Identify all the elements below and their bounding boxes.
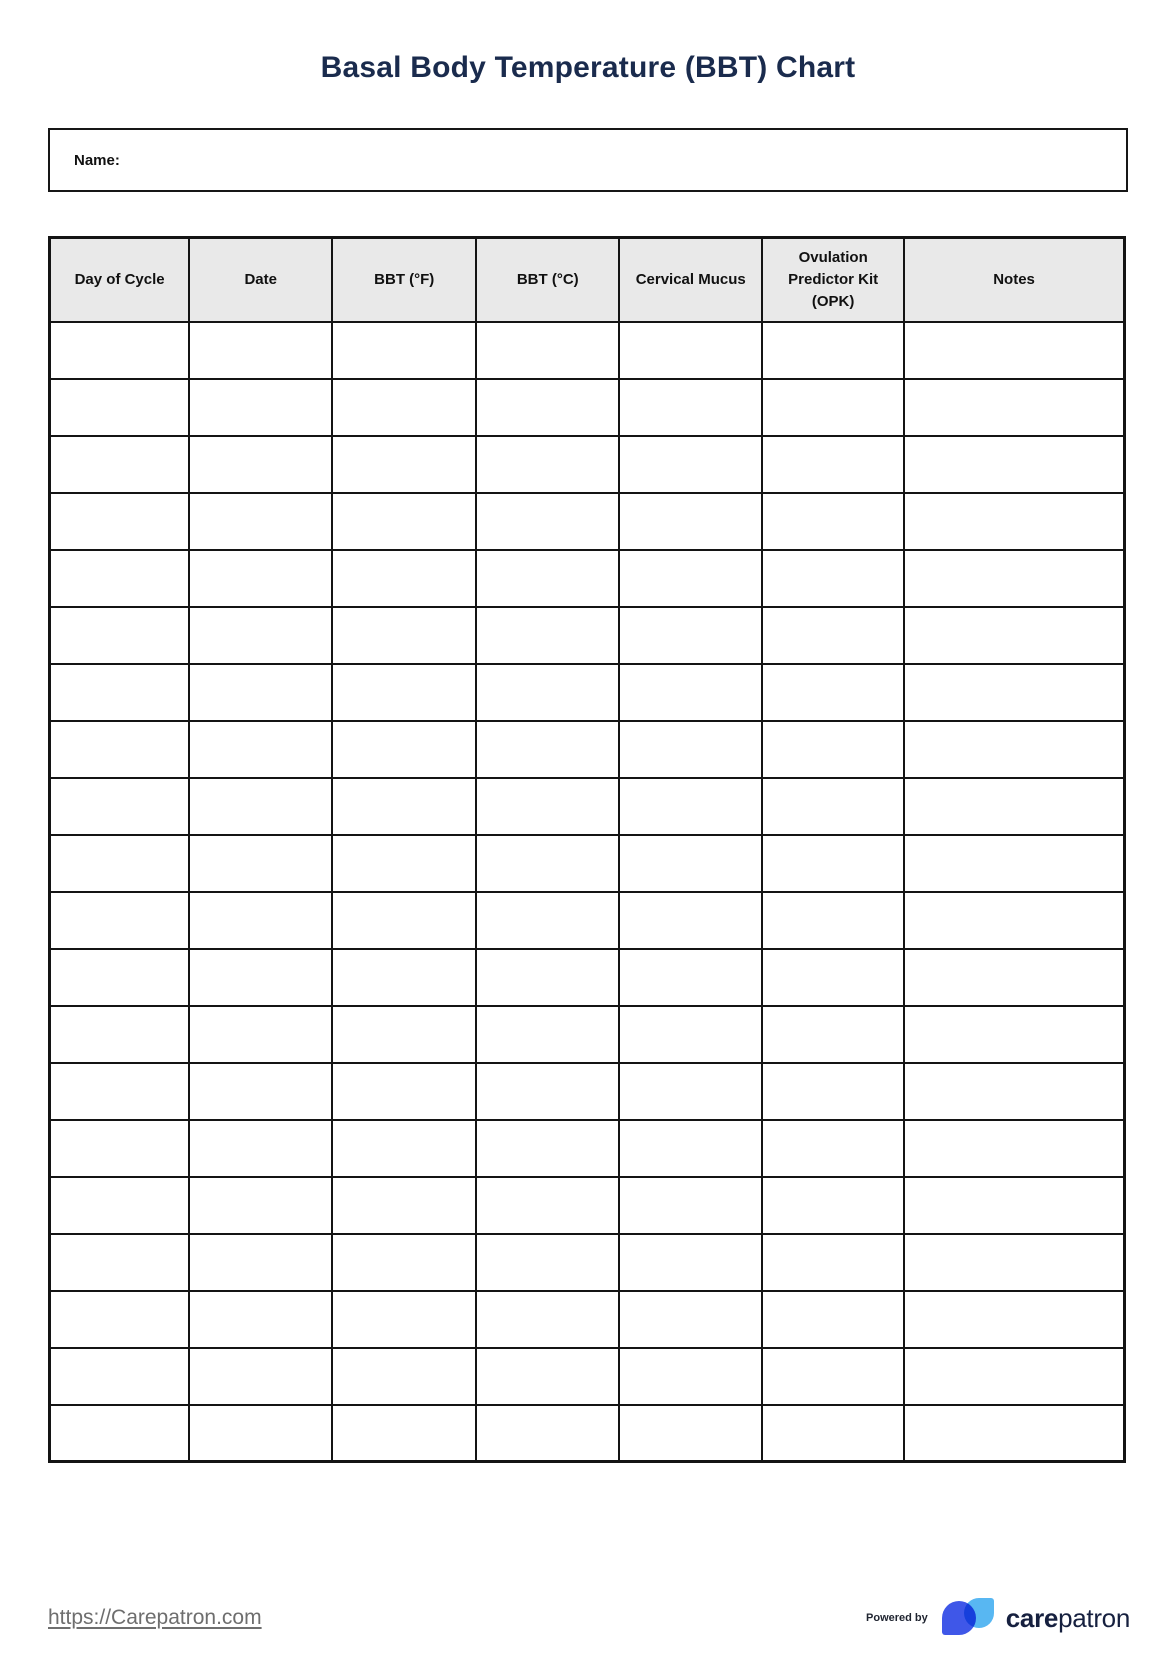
column-header-bbt-f: BBT (°F) bbox=[332, 238, 476, 322]
table-cell bbox=[50, 1234, 190, 1291]
table-cell bbox=[619, 1348, 762, 1405]
table-cell bbox=[476, 1348, 619, 1405]
table-cell bbox=[189, 1234, 332, 1291]
column-header-date: Date bbox=[189, 238, 332, 322]
table-row bbox=[50, 322, 1125, 379]
table-cell bbox=[762, 1291, 904, 1348]
table-cell bbox=[50, 379, 190, 436]
table-cell bbox=[189, 1120, 332, 1177]
table-cell bbox=[762, 664, 904, 721]
table-cell bbox=[50, 322, 190, 379]
table-cell bbox=[332, 1063, 476, 1120]
table-cell bbox=[619, 436, 762, 493]
table-cell bbox=[332, 436, 476, 493]
powered-by-label: Powered by bbox=[866, 1612, 928, 1624]
table-cell bbox=[762, 607, 904, 664]
table-cell bbox=[904, 436, 1124, 493]
table-cell bbox=[50, 892, 190, 949]
table-cell bbox=[904, 1120, 1124, 1177]
table-cell bbox=[189, 1405, 332, 1462]
table-cell bbox=[762, 550, 904, 607]
table-cell bbox=[50, 1177, 190, 1234]
table-cell bbox=[619, 949, 762, 1006]
table-cell bbox=[762, 379, 904, 436]
table-cell bbox=[332, 835, 476, 892]
table-cell bbox=[476, 379, 619, 436]
table-cell bbox=[904, 949, 1124, 1006]
table-cell bbox=[476, 550, 619, 607]
table-row bbox=[50, 835, 1125, 892]
table-row bbox=[50, 664, 1125, 721]
table-cell bbox=[476, 493, 619, 550]
table-cell bbox=[904, 1234, 1124, 1291]
name-value bbox=[120, 130, 1126, 190]
table-cell bbox=[619, 721, 762, 778]
table-cell bbox=[332, 949, 476, 1006]
table-cell bbox=[189, 721, 332, 778]
table-cell bbox=[476, 1291, 619, 1348]
table-cell bbox=[189, 835, 332, 892]
table-cell bbox=[476, 664, 619, 721]
table-cell bbox=[762, 1063, 904, 1120]
table-cell bbox=[904, 550, 1124, 607]
column-header-day-of-cycle: Day of Cycle bbox=[50, 238, 190, 322]
column-header-opk: Ovulation Predictor Kit (OPK) bbox=[762, 238, 904, 322]
table-cell bbox=[619, 379, 762, 436]
table-cell bbox=[50, 436, 190, 493]
table-cell bbox=[762, 949, 904, 1006]
table-cell bbox=[332, 1177, 476, 1234]
table-cell bbox=[904, 1405, 1124, 1462]
table-cell bbox=[619, 550, 762, 607]
table-row bbox=[50, 1348, 1125, 1405]
table-cell bbox=[476, 322, 619, 379]
table-cell bbox=[476, 1234, 619, 1291]
table-cell bbox=[904, 607, 1124, 664]
table-cell bbox=[476, 436, 619, 493]
table-cell bbox=[762, 1234, 904, 1291]
table-row bbox=[50, 607, 1125, 664]
table-cell bbox=[619, 607, 762, 664]
table-cell bbox=[50, 607, 190, 664]
table-row bbox=[50, 436, 1125, 493]
table-cell bbox=[619, 778, 762, 835]
table-row bbox=[50, 379, 1125, 436]
table-row bbox=[50, 778, 1125, 835]
table-row bbox=[50, 1120, 1125, 1177]
table-cell bbox=[50, 1348, 190, 1405]
table-cell bbox=[189, 550, 332, 607]
column-header-bbt-c: BBT (°C) bbox=[476, 238, 619, 322]
table-cell bbox=[189, 607, 332, 664]
table-cell bbox=[476, 1405, 619, 1462]
table-cell bbox=[619, 1405, 762, 1462]
table-cell bbox=[332, 607, 476, 664]
table-cell bbox=[762, 1405, 904, 1462]
table-cell bbox=[904, 1063, 1124, 1120]
table-cell bbox=[189, 1291, 332, 1348]
name-label: Name: bbox=[74, 151, 120, 169]
table-cell bbox=[189, 1177, 332, 1234]
table-cell bbox=[904, 1006, 1124, 1063]
bbt-table bbox=[48, 236, 1126, 1463]
table-cell bbox=[189, 493, 332, 550]
table-cell bbox=[762, 1006, 904, 1063]
table-cell bbox=[50, 664, 190, 721]
table-cell bbox=[476, 1063, 619, 1120]
table-cell bbox=[619, 664, 762, 721]
table-cell bbox=[762, 1348, 904, 1405]
table-row bbox=[50, 1177, 1125, 1234]
table-cell bbox=[50, 721, 190, 778]
table-cell bbox=[904, 322, 1124, 379]
table-cell bbox=[189, 664, 332, 721]
brand-name-bold: care bbox=[1005, 1602, 1059, 1633]
table-cell bbox=[762, 835, 904, 892]
brand-name-regular: patron bbox=[1058, 1602, 1130, 1633]
footer bbox=[48, 1598, 1130, 1638]
table-cell bbox=[189, 1006, 332, 1063]
table-cell bbox=[762, 436, 904, 493]
table-row bbox=[50, 1063, 1125, 1120]
table-cell bbox=[189, 1063, 332, 1120]
table-cell bbox=[50, 550, 190, 607]
table-cell bbox=[332, 664, 476, 721]
table-cell bbox=[332, 493, 476, 550]
table-cell bbox=[332, 1348, 476, 1405]
table-header-row bbox=[50, 238, 1125, 322]
table-cell bbox=[904, 835, 1124, 892]
table-cell bbox=[189, 322, 332, 379]
logo-bubble-light-icon bbox=[964, 1598, 994, 1628]
table-cell bbox=[904, 1348, 1124, 1405]
page-title: Basal Body Temperature (BBT) Chart bbox=[320, 51, 856, 84]
table-cell bbox=[904, 493, 1124, 550]
table-row bbox=[50, 550, 1125, 607]
carepatron-logo-icon bbox=[942, 1598, 998, 1638]
table-cell bbox=[904, 664, 1124, 721]
table-cell bbox=[332, 778, 476, 835]
name-field-box bbox=[48, 128, 1128, 192]
table-cell bbox=[189, 778, 332, 835]
table-cell bbox=[189, 892, 332, 949]
table-row bbox=[50, 892, 1125, 949]
brand-name bbox=[1006, 1603, 1130, 1634]
table-cell bbox=[50, 778, 190, 835]
table-cell bbox=[189, 379, 332, 436]
table-row bbox=[50, 1405, 1125, 1462]
table-cell bbox=[332, 1006, 476, 1063]
table-cell bbox=[476, 1177, 619, 1234]
table-cell bbox=[762, 1177, 904, 1234]
table-cell bbox=[332, 1291, 476, 1348]
table-cell bbox=[50, 1063, 190, 1120]
table-cell bbox=[904, 1291, 1124, 1348]
bbt-table-body bbox=[50, 322, 1125, 1462]
column-header-notes: Notes bbox=[904, 238, 1124, 322]
carepatron-link[interactable]: https://Carepatron.com bbox=[48, 1606, 262, 1629]
document-page bbox=[0, 50, 1176, 1680]
table-cell bbox=[189, 1348, 332, 1405]
table-cell bbox=[476, 1120, 619, 1177]
table-cell bbox=[762, 322, 904, 379]
table-cell bbox=[762, 778, 904, 835]
table-cell bbox=[189, 949, 332, 1006]
table-cell bbox=[762, 721, 904, 778]
table-cell bbox=[50, 1291, 190, 1348]
table-cell bbox=[619, 1177, 762, 1234]
table-cell bbox=[332, 1234, 476, 1291]
table-cell bbox=[476, 607, 619, 664]
table-cell bbox=[476, 949, 619, 1006]
table-row bbox=[50, 721, 1125, 778]
table-cell bbox=[904, 892, 1124, 949]
table-cell bbox=[476, 835, 619, 892]
table-cell bbox=[332, 721, 476, 778]
table-cell bbox=[619, 1063, 762, 1120]
table-cell bbox=[476, 892, 619, 949]
table-row bbox=[50, 1291, 1125, 1348]
table-cell bbox=[50, 1120, 190, 1177]
table-cell bbox=[619, 493, 762, 550]
table-cell bbox=[762, 1120, 904, 1177]
table-cell bbox=[50, 949, 190, 1006]
table-cell bbox=[619, 892, 762, 949]
table-cell bbox=[332, 892, 476, 949]
table-cell bbox=[619, 1006, 762, 1063]
table-cell bbox=[50, 1006, 190, 1063]
table-cell bbox=[50, 493, 190, 550]
table-cell bbox=[619, 1120, 762, 1177]
table-cell bbox=[50, 1405, 190, 1462]
table-cell bbox=[619, 322, 762, 379]
table-row bbox=[50, 949, 1125, 1006]
column-header-cervical-mucus: Cervical Mucus bbox=[619, 238, 762, 322]
table-cell bbox=[476, 778, 619, 835]
table-cell bbox=[904, 721, 1124, 778]
table-cell bbox=[189, 436, 332, 493]
table-cell bbox=[619, 1234, 762, 1291]
brand-block bbox=[866, 1598, 1130, 1638]
table-cell bbox=[904, 379, 1124, 436]
table-cell bbox=[50, 835, 190, 892]
table-row bbox=[50, 1006, 1125, 1063]
table-cell bbox=[476, 1006, 619, 1063]
table-row bbox=[50, 493, 1125, 550]
table-cell bbox=[476, 721, 619, 778]
table-cell bbox=[762, 892, 904, 949]
table-cell bbox=[904, 1177, 1124, 1234]
table-cell bbox=[332, 1405, 476, 1462]
table-cell bbox=[619, 835, 762, 892]
table-cell bbox=[904, 778, 1124, 835]
table-cell bbox=[332, 379, 476, 436]
table-row bbox=[50, 1234, 1125, 1291]
table-cell bbox=[332, 322, 476, 379]
table-cell bbox=[332, 1120, 476, 1177]
table-cell bbox=[332, 550, 476, 607]
table-cell bbox=[762, 493, 904, 550]
table-cell bbox=[619, 1291, 762, 1348]
